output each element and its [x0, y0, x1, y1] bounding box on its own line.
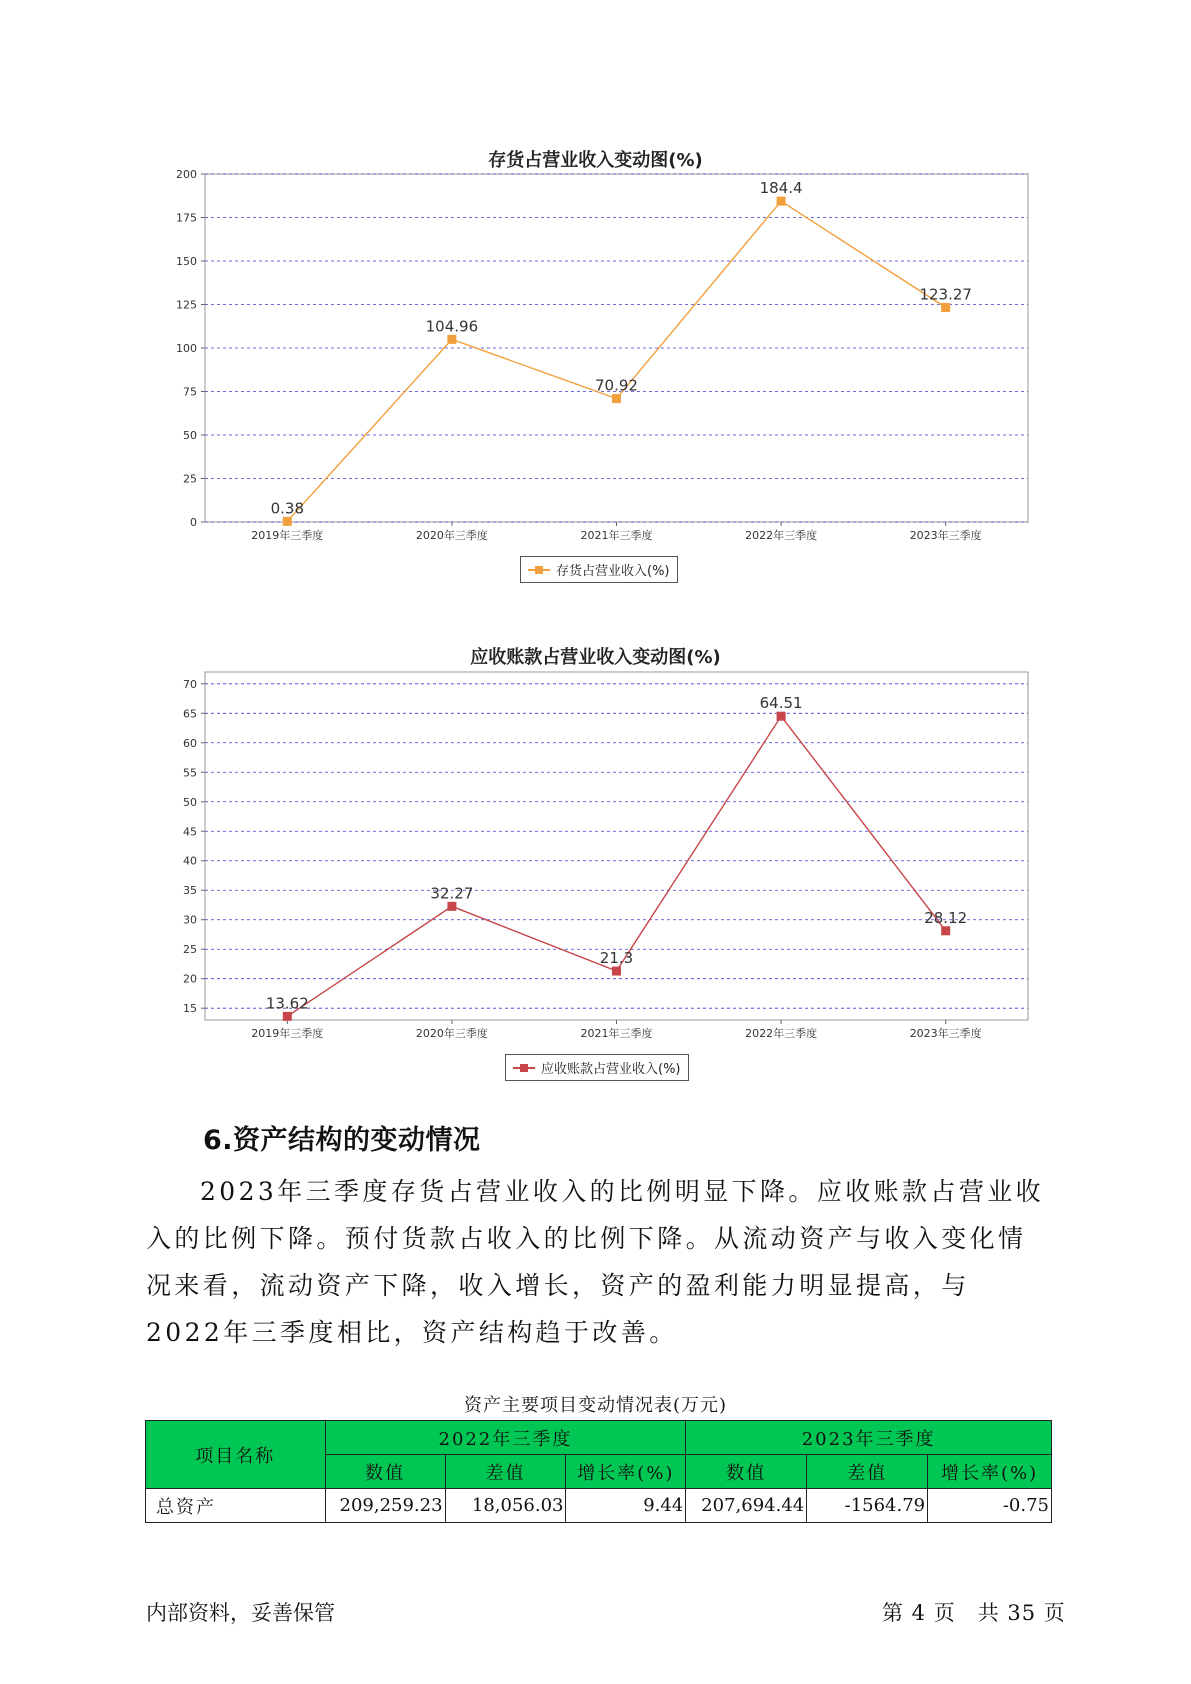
footer-page-number: 第 4 页 共 35 页 — [882, 1601, 1066, 1625]
chart2-ytick-label: 60 — [183, 736, 197, 750]
chart2-ytick-label: 40 — [183, 854, 197, 868]
row-value-2022: 209,259.23 — [325, 1489, 445, 1523]
chart2-ytick-label: 20 — [183, 972, 197, 986]
chart1-data-label: 123.27 — [919, 285, 972, 304]
row-diff-2022: 18,056.03 — [445, 1489, 566, 1523]
chart2-data-label: 28.12 — [924, 908, 968, 927]
table-title: 资产主要项目变动情况表(万元) — [463, 1395, 728, 1416]
chart2-svg — [160, 668, 1040, 1048]
assets-table — [145, 1420, 1052, 1523]
chart2-ytick-label: 55 — [183, 766, 197, 780]
chart1-xtick-label: 2023年三季度 — [909, 529, 982, 542]
header-value-2023: 数值 — [686, 1455, 807, 1489]
chart1-data-point — [447, 335, 456, 344]
chart1-data-point — [941, 303, 950, 312]
row-diff-2023: -1564.79 — [807, 1489, 928, 1523]
chart2-xtick-label: 2019年三季度 — [251, 1027, 324, 1040]
section-title: 6.资产结构的变动情况 — [203, 1125, 481, 1156]
chart1-data-point — [612, 394, 621, 403]
chart1-ytick-label: 0 — [190, 516, 197, 529]
chart1-ytick-label: 50 — [183, 429, 197, 442]
chart1-data-point — [777, 197, 786, 206]
chart1-ytick-label: 25 — [183, 472, 197, 486]
chart1-xtick-label: 2021年三季度 — [580, 529, 653, 542]
chart2-xtick-label: 2023年三季度 — [909, 1027, 982, 1040]
chart1-xtick-label: 2022年三季度 — [745, 529, 818, 542]
chart2-ytick-label: 30 — [183, 913, 197, 927]
chart1-svg — [160, 170, 1040, 550]
chart2-xtick-label: 2020年三季度 — [415, 1027, 488, 1040]
chart2-data-point — [447, 902, 456, 911]
chart2-ytick-label: 70 — [183, 677, 197, 691]
chart1-ytick-label: 200 — [176, 170, 197, 181]
chart2-xtick-label: 2021年三季度 — [580, 1027, 653, 1040]
chart2-xtick-label: 2022年三季度 — [745, 1027, 818, 1040]
header-diff-2023: 差值 — [807, 1455, 928, 1489]
chart1-title: 存货占营业收入变动图(%) — [488, 150, 703, 171]
chart2-data-label: 64.51 — [759, 694, 803, 713]
header-item-name: 项目名称 — [146, 1421, 326, 1489]
chart1-ytick-label: 100 — [176, 342, 197, 355]
chart1-data-label: 0.38 — [270, 499, 305, 518]
chart2-ytick-label: 15 — [183, 1002, 197, 1016]
header-value-2022: 数值 — [325, 1455, 445, 1489]
header-period-2022: 2022年三季度 — [325, 1421, 686, 1455]
chart1-data-point — [283, 517, 292, 526]
chart1-legend — [520, 556, 678, 583]
header-growth-2023: 增长率(%) — [928, 1455, 1052, 1489]
chart2-data-label: 32.27 — [430, 884, 474, 903]
chart2-title: 应收账款占营业收入变动图(%) — [470, 647, 721, 668]
header-period-2023: 2023年三季度 — [686, 1421, 1052, 1455]
table-row — [146, 1489, 1052, 1523]
row-growth-2022: 9.44 — [566, 1489, 686, 1523]
chart2-data-point — [612, 967, 621, 976]
chart2-ytick-label: 50 — [183, 795, 197, 809]
chart1-data-label: 70.92 — [595, 376, 638, 395]
section-paragraph: 2023年三季度存货占营业收入的比例明显下降。应收账款占营业收入的比例下降。预付货款占收入的比例下降。从流动资产与收入变化情况来看，流动资产下降，收入增长，资产的盈利能力明显提高，与2022年三季度相比，资产结构趋于改善。 — [146, 1177, 1045, 1347]
chart1-ytick-label: 125 — [176, 298, 197, 312]
chart1-data-label: 184.4 — [759, 179, 803, 198]
chart1-plot-area — [205, 174, 1028, 522]
header-growth-2022: 增长率(%) — [566, 1455, 686, 1489]
chart2-data-label: 21.3 — [599, 949, 634, 968]
chart2-legend-swatch — [513, 1063, 535, 1073]
chart2-legend — [505, 1054, 689, 1081]
chart1-legend-label: 存货占营业收入(%) — [556, 564, 670, 579]
row-value-2023: 207,694.44 — [686, 1489, 807, 1523]
chart2-legend-label: 应收账款占营业收入(%) — [541, 1062, 681, 1077]
chart2-ytick-label: 25 — [183, 943, 197, 957]
chart1-ytick-label: 175 — [176, 211, 197, 225]
chart2-ytick-label: 35 — [183, 884, 197, 898]
header-diff-2022: 差值 — [445, 1455, 566, 1489]
chart2-data-label: 13.62 — [265, 994, 309, 1013]
row-growth-2023: -0.75 — [928, 1489, 1052, 1523]
chart1-ytick-label: 150 — [176, 255, 197, 268]
chart1-ytick-label: 75 — [183, 385, 197, 399]
row-name: 总资产 — [146, 1489, 326, 1523]
chart2-data-point — [941, 926, 950, 935]
chart1-legend-swatch — [528, 565, 550, 575]
chart2-ytick-label: 65 — [183, 707, 197, 721]
chart2-data-point — [283, 1012, 292, 1021]
chart1-data-label: 104.96 — [425, 317, 479, 336]
footer-confidential: 内部资料，妥善保管 — [146, 1601, 335, 1625]
chart2-ytick-label: 45 — [183, 825, 197, 839]
chart1-xtick-label: 2019年三季度 — [251, 529, 324, 542]
chart2-data-point — [777, 712, 786, 721]
chart1-xtick-label: 2020年三季度 — [415, 529, 488, 542]
